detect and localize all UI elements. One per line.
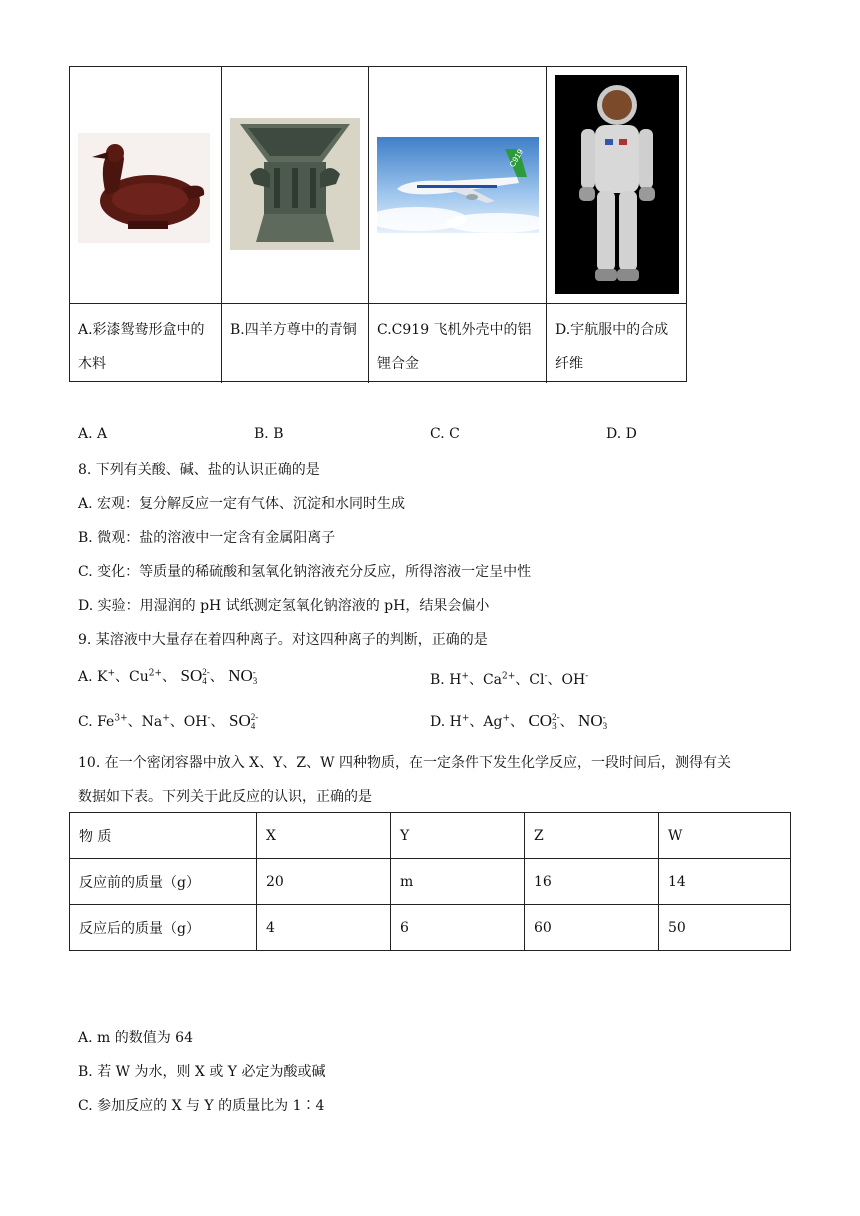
duck-box-image <box>78 133 210 243</box>
caption-d: D.宇航服中的合成纤维 <box>555 322 669 372</box>
q9-option-b: B. H+、$Ca^{2+}$、Cl-、OH- <box>430 671 589 688</box>
table-cell: 4 <box>257 905 391 951</box>
data-table <box>69 812 791 951</box>
table-cell: 反应后的质量（g） <box>70 905 257 951</box>
table-cell: 6 <box>391 905 525 951</box>
table-cell: X <box>257 813 391 859</box>
caption-cell-c <box>369 303 547 383</box>
image-cell-a <box>70 67 222 303</box>
caption-b: B.四羊方尊中的青铜 <box>230 322 357 338</box>
image-cell-d <box>547 67 688 303</box>
q8-option-d: D. 实验：用湿润的 pH 试纸测定氢氧化钠溶液的 pH，结果会偏小 <box>78 598 490 614</box>
table-cell: Z <box>525 813 659 859</box>
q7-option-d: D. D <box>606 426 637 442</box>
q10-option-b: B. 若 W 为水，则 X 或 Y 必定为酸或碱 <box>78 1064 326 1080</box>
caption-cell-a <box>70 303 222 383</box>
q9-option-c: C. $Fe^{3+}$、Na+、OH-、 SO 2- 4 <box>78 711 259 732</box>
table-cell: 14 <box>659 859 791 905</box>
table-cell: 16 <box>525 859 659 905</box>
table-header-row <box>70 813 791 859</box>
caption-cell-b <box>222 303 369 383</box>
q10-stem-line2: 数据如下表。下列关于此反应的认识，正确的是 <box>78 789 372 805</box>
table-row <box>70 859 791 905</box>
q9-option-d: D. H+、Ag+、 CO 2- 3 、 NO - 3 <box>430 711 608 732</box>
q8-stem: 8. 下列有关酸、碱、盐的认识正确的是 <box>78 462 320 478</box>
image-row <box>70 67 686 304</box>
caption-cell-d <box>547 303 688 383</box>
caption-row <box>70 303 686 383</box>
table-cell: m <box>391 859 525 905</box>
q7-option-a: A. A <box>78 426 108 442</box>
spacesuit-image <box>555 75 679 294</box>
table-cell: 20 <box>257 859 391 905</box>
table-cell: 50 <box>659 905 791 951</box>
caption-a: A.彩漆鸳鸯形盒中的木料 <box>78 322 205 372</box>
caption-c: C.C919 飞机外壳中的铝锂合金 <box>377 322 532 372</box>
image-cell-b <box>222 67 369 303</box>
q8-option-a: A. 宏观：复分解反应一定有气体、沉淀和水同时生成 <box>78 496 406 512</box>
image-cell-c <box>369 67 547 303</box>
table-cell: 物 质 <box>70 813 257 859</box>
table-cell: W <box>659 813 791 859</box>
c919-plane-image <box>377 137 539 233</box>
q8-option-c: C. 变化：等质量的稀硫酸和氢氧化钠溶液充分反应，所得溶液一定呈中性 <box>78 564 532 580</box>
bronze-vessel-image <box>230 118 360 250</box>
table-row <box>70 905 791 951</box>
table-cell: Y <box>391 813 525 859</box>
table-cell: 60 <box>525 905 659 951</box>
q10-stem-line1: 10. 在一个密闭容器中放入 X、Y、Z、W 四种物质，在一定条件下发生化学反应，一段时间后，测得有关 <box>78 755 731 771</box>
image-table <box>69 66 687 382</box>
q10-option-a: A. m 的数值为 64 <box>78 1030 194 1046</box>
c919-tail-text: C919 <box>507 147 526 169</box>
q10-option-c: C. 参加反应的 X 与 Y 的质量比为 1∶4 <box>78 1098 325 1114</box>
q8-option-b: B. 微观：盐的溶液中一定含有金属阳离子 <box>78 530 336 546</box>
q7-option-c: C. C <box>430 426 460 442</box>
q9-option-a: A. K+、$Cu^{2+}$、 SO 2- 4 、 NO - 3 <box>78 666 258 687</box>
table-cell: 反应前的质量（g） <box>70 859 257 905</box>
q9-stem: 9. 某溶液中大量存在着四种离子。对这四种离子的判断，正确的是 <box>78 632 488 648</box>
q7-option-b: B. B <box>254 426 284 442</box>
